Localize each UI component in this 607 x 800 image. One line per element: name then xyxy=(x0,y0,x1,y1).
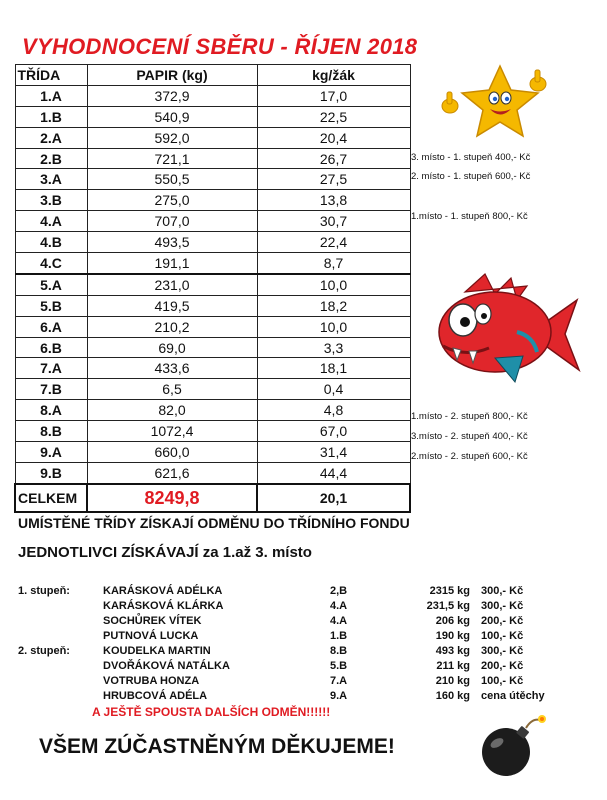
total-per-pupil: 20,1 xyxy=(257,484,410,512)
table-row xyxy=(15,169,410,190)
bomb-icon xyxy=(470,712,554,780)
placement-note: 3.místo - 2. stupeň 400,- Kč xyxy=(411,431,528,442)
per-pupil-cell: 67,0 xyxy=(257,421,410,442)
class-cell: 5.B xyxy=(15,295,87,316)
per-pupil-cell: 22,5 xyxy=(257,106,410,127)
paper-cell: 69,0 xyxy=(87,337,257,358)
table-row xyxy=(15,148,410,169)
class-cell: 3.A xyxy=(15,169,87,190)
paper-cell: 82,0 xyxy=(87,400,257,421)
paper-cell: 433,6 xyxy=(87,358,257,379)
winner-prize: cena útěchy xyxy=(481,690,545,702)
grade-label: 2. stupeň: xyxy=(18,645,70,657)
total-row xyxy=(15,484,410,512)
winner-name: KARÁSKOVÁ KLÁRKA xyxy=(103,600,224,612)
class-cell: 4.B xyxy=(15,232,87,253)
class-cell: 6.B xyxy=(15,337,87,358)
winner-name: KARÁSKOVÁ ADÉLKA xyxy=(103,585,223,597)
winner-row xyxy=(0,614,607,628)
class-cell: 3.B xyxy=(15,190,87,211)
per-pupil-cell: 17,0 xyxy=(257,85,410,106)
per-pupil-cell: 10,0 xyxy=(257,274,410,295)
paper-cell: 210,2 xyxy=(87,316,257,337)
per-pupil-cell: 26,7 xyxy=(257,148,410,169)
per-pupil-cell: 13,8 xyxy=(257,190,410,211)
table-row xyxy=(15,274,410,295)
placement-note: 2. místo - 1. stupeň 600,- Kč xyxy=(411,171,531,182)
paper-cell: 231,0 xyxy=(87,274,257,295)
per-pupil-cell: 10,0 xyxy=(257,316,410,337)
fish-icon xyxy=(425,272,585,392)
results-table xyxy=(14,64,411,513)
placement-note: 2.místo - 2. stupeň 600,- Kč xyxy=(411,451,528,462)
table-row xyxy=(15,85,410,106)
total-paper: 8249,8 xyxy=(87,484,257,512)
class-cell: 9.B xyxy=(15,462,87,483)
class-cell: 1.B xyxy=(15,106,87,127)
table-row xyxy=(15,253,410,274)
winner-row xyxy=(0,674,607,688)
table-row xyxy=(15,462,410,483)
winner-kg: 211 kg xyxy=(436,660,470,672)
winner-kg: 2315 kg xyxy=(429,585,470,597)
grade-label: 1. stupeň: xyxy=(18,585,70,597)
winner-kg: 160 kg xyxy=(435,690,470,702)
table-row xyxy=(15,337,410,358)
paper-cell: 372,9 xyxy=(87,85,257,106)
paper-cell: 6,5 xyxy=(87,379,257,400)
table-row xyxy=(15,379,410,400)
winner-prize: 300,- Kč xyxy=(481,585,524,597)
class-cell: 7.B xyxy=(15,379,87,400)
winner-prize: 300,- Kč xyxy=(481,600,524,612)
winner-name: SOCHŮREK VÍTEK xyxy=(103,615,202,627)
per-pupil-cell: 18,2 xyxy=(257,295,410,316)
paper-cell: 419,5 xyxy=(87,295,257,316)
paper-cell: 721,1 xyxy=(87,148,257,169)
header-per-pupil: kg/žák xyxy=(257,65,410,86)
class-cell: 1.A xyxy=(15,85,87,106)
class-cell: 9.A xyxy=(15,442,87,463)
per-pupil-cell: 27,5 xyxy=(257,169,410,190)
winner-kg: 206 kg xyxy=(435,615,470,627)
winner-row xyxy=(0,689,607,703)
winner-prize: 200,- Kč xyxy=(481,660,524,672)
per-pupil-cell: 31,4 xyxy=(257,442,410,463)
table-row xyxy=(15,358,410,379)
winner-class: 8.B xyxy=(330,645,348,657)
per-pupil-cell: 20,4 xyxy=(257,127,410,148)
paper-cell: 621,6 xyxy=(87,462,257,483)
paper-cell: 550,5 xyxy=(87,169,257,190)
winner-name: DVOŘÁKOVÁ NATÁLKA xyxy=(103,660,230,672)
per-pupil-cell: 0,4 xyxy=(257,379,410,400)
winner-class: 4.A xyxy=(330,615,348,627)
thanks-text: VŠEM ZÚČASTNĚNÝM DĚKUJEME! xyxy=(39,735,395,758)
header-paper: PAPIR (kg) xyxy=(87,65,257,86)
per-pupil-cell: 22,4 xyxy=(257,232,410,253)
table-row xyxy=(15,421,410,442)
winner-class: 7.A xyxy=(330,675,348,687)
class-cell: 2.B xyxy=(15,148,87,169)
winner-class: 2,B xyxy=(330,585,348,597)
table-row xyxy=(15,232,410,253)
classes-reward-heading: UMÍSTĚNÉ TŘÍDY ZÍSKAJÍ ODMĚNU DO TŘÍDNÍHO FONDU xyxy=(18,515,410,531)
table-row xyxy=(15,211,410,232)
per-pupil-cell: 4,8 xyxy=(257,400,410,421)
more-rewards-text: A JEŠTĚ SPOUSTA DALŠÍCH ODMĚN!!!!!! xyxy=(92,705,331,719)
paper-cell: 707,0 xyxy=(87,211,257,232)
star-icon xyxy=(438,62,550,144)
winner-name: VOTRUBA HONZA xyxy=(103,675,200,687)
class-cell: 6.A xyxy=(15,316,87,337)
page-title: VYHODNOCENÍ SBĚRU - ŘÍJEN 2018 xyxy=(22,34,418,59)
winner-kg: 231,5 kg xyxy=(426,600,470,612)
winner-prize: 100,- Kč xyxy=(481,630,524,642)
paper-cell: 540,9 xyxy=(87,106,257,127)
total-label: CELKEM xyxy=(15,484,87,512)
class-cell: 8.A xyxy=(15,400,87,421)
paper-cell: 660,0 xyxy=(87,442,257,463)
table-row xyxy=(15,127,410,148)
table-row xyxy=(15,442,410,463)
per-pupil-cell: 3,3 xyxy=(257,337,410,358)
winner-kg: 190 kg xyxy=(435,630,470,642)
class-cell: 2.A xyxy=(15,127,87,148)
winner-row xyxy=(0,599,607,613)
header-class: TŘÍDA xyxy=(15,65,87,86)
winner-prize: 200,- Kč xyxy=(481,615,524,627)
placement-note: 3. místo - 1. stupeň 400,- Kč xyxy=(411,152,531,163)
winner-row xyxy=(0,629,607,643)
table-row xyxy=(15,316,410,337)
class-cell: 5.A xyxy=(15,274,87,295)
class-cell: 4.C xyxy=(15,253,87,274)
winner-class: 1.B xyxy=(330,630,348,642)
winner-prize: 300,- Kč xyxy=(481,645,524,657)
winner-class: 9.A xyxy=(330,690,348,702)
winner-prize: 100,- Kč xyxy=(481,675,524,687)
winner-row xyxy=(0,659,607,673)
per-pupil-cell: 18,1 xyxy=(257,358,410,379)
paper-cell: 1072,4 xyxy=(87,421,257,442)
class-cell: 7.A xyxy=(15,358,87,379)
winner-name: KOUDELKA MARTIN xyxy=(103,645,211,657)
table-row xyxy=(15,295,410,316)
winner-name: PUTNOVÁ LUCKA xyxy=(103,630,199,642)
winner-kg: 210 kg xyxy=(435,675,470,687)
winner-class: 4.A xyxy=(330,600,348,612)
table-header-row xyxy=(15,65,410,86)
per-pupil-cell: 30,7 xyxy=(257,211,410,232)
placement-note: 1.místo - 2. stupeň 800,- Kč xyxy=(411,411,528,422)
winner-class: 5.B xyxy=(330,660,348,672)
class-cell: 4.A xyxy=(15,211,87,232)
winner-name: HRUBCOVÁ ADÉLA xyxy=(103,690,208,702)
paper-cell: 275,0 xyxy=(87,190,257,211)
table-row xyxy=(15,400,410,421)
paper-cell: 592,0 xyxy=(87,127,257,148)
paper-cell: 493,5 xyxy=(87,232,257,253)
individuals-heading: JEDNOTLIVCI ZÍSKÁVAJÍ za 1.až 3. místo xyxy=(18,544,312,561)
table-row xyxy=(15,106,410,127)
placement-note: 1.místo - 1. stupeň 800,- Kč xyxy=(411,211,528,222)
class-cell: 8.B xyxy=(15,421,87,442)
per-pupil-cell: 44,4 xyxy=(257,462,410,483)
table-row xyxy=(15,190,410,211)
paper-cell: 191,1 xyxy=(87,253,257,274)
winner-row xyxy=(0,644,607,658)
per-pupil-cell: 8,7 xyxy=(257,253,410,274)
winner-row xyxy=(0,584,607,598)
winner-kg: 493 kg xyxy=(435,645,470,657)
